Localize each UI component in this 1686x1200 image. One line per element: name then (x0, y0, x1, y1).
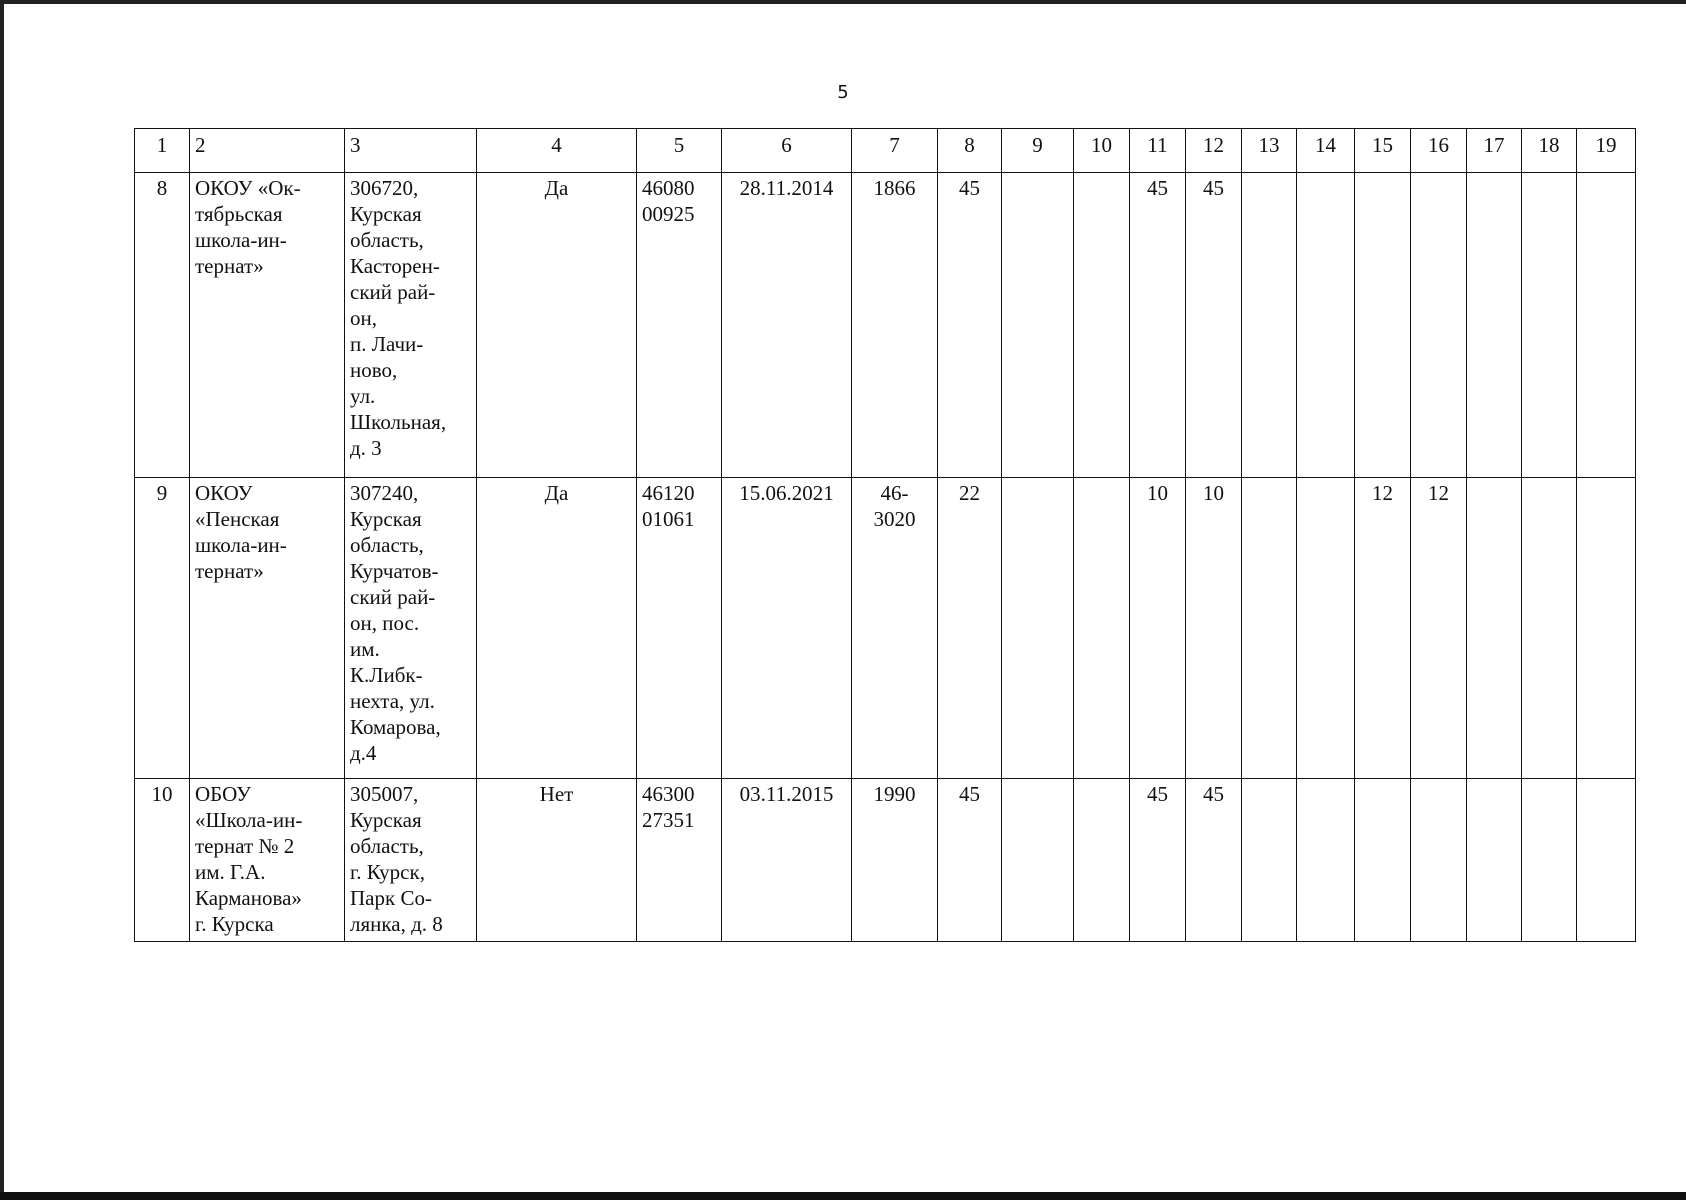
data-table (134, 128, 1636, 942)
table-cell (1411, 173, 1467, 478)
table-cell (1002, 779, 1074, 942)
scan-edge-top (0, 0, 1686, 4)
table-row (135, 173, 1636, 478)
table-cell: Да (477, 173, 637, 478)
table-cell (1467, 779, 1522, 942)
column-header: 1 (135, 129, 190, 173)
table-row (135, 779, 1636, 942)
table-cell: 46- 3020 (852, 478, 938, 779)
column-header: 17 (1467, 129, 1522, 173)
table-cell (1074, 779, 1130, 942)
table-row (135, 478, 1636, 779)
table-cell (1577, 173, 1636, 478)
table-cell (1074, 478, 1130, 779)
table-cell (1002, 173, 1074, 478)
table-cell (1297, 779, 1355, 942)
table-cell: 10 (135, 779, 190, 942)
table-cell: 305007, Курская область, г. Курск, Парк Со- лянка, д. 8 (345, 779, 477, 942)
column-header: 6 (722, 129, 852, 173)
table-cell: 46120 01061 (637, 478, 722, 779)
table-cell: 45 (1186, 173, 1242, 478)
table-cell: 15.06.2021 (722, 478, 852, 779)
column-header: 10 (1074, 129, 1130, 173)
column-header: 14 (1297, 129, 1355, 173)
table-cell: 8 (135, 173, 190, 478)
table-cell (1467, 478, 1522, 779)
table-cell (1577, 779, 1636, 942)
table-cell (1467, 173, 1522, 478)
table-cell: 22 (938, 478, 1002, 779)
table-cell (1002, 478, 1074, 779)
table-cell: 1866 (852, 173, 938, 478)
table-cell: ОКОУ «Пенская школа-ин- тернат» (190, 478, 345, 779)
table-cell: 10 (1186, 478, 1242, 779)
table-cell: 28.11.2014 (722, 173, 852, 478)
column-header: 7 (852, 129, 938, 173)
table-cell (1242, 779, 1297, 942)
table-cell (1074, 173, 1130, 478)
table-cell (1355, 779, 1411, 942)
table-cell: 45 (938, 173, 1002, 478)
table-cell: 12 (1355, 478, 1411, 779)
table-cell: 9 (135, 478, 190, 779)
table-cell: 45 (1130, 779, 1186, 942)
table-cell (1297, 173, 1355, 478)
column-header: 12 (1186, 129, 1242, 173)
column-header: 3 (345, 129, 477, 173)
table-cell: 45 (938, 779, 1002, 942)
table-cell (1411, 779, 1467, 942)
table-cell: ОБОУ «Школа-ин- тернат № 2 им. Г.А. Карманова» г. Курска (190, 779, 345, 942)
table-cell: 307240, Курская область, Курчатов- ский рай- он, пос. им. К.Либк- нехта, ул. Комарова, д.4 (345, 478, 477, 779)
column-header: 13 (1242, 129, 1297, 173)
column-header: 15 (1355, 129, 1411, 173)
table-cell: 46080 00925 (637, 173, 722, 478)
column-header: 8 (938, 129, 1002, 173)
column-header: 2 (190, 129, 345, 173)
column-header: 9 (1002, 129, 1074, 173)
table-cell: 03.11.2015 (722, 779, 852, 942)
table-cell: Да (477, 478, 637, 779)
table-cell: 45 (1130, 173, 1186, 478)
table-cell: 1990 (852, 779, 938, 942)
table-cell: 12 (1411, 478, 1467, 779)
table-header-row (135, 129, 1636, 173)
table-cell (1242, 173, 1297, 478)
column-header: 19 (1577, 129, 1636, 173)
table-cell: 45 (1186, 779, 1242, 942)
table-cell (1577, 478, 1636, 779)
column-header: 4 (477, 129, 637, 173)
table-cell: 306720, Курская область, Касторен- ский рай- он, п. Лачи- ново, ул. Школьная, д. 3 (345, 173, 477, 478)
table-cell: 46300 27351 (637, 779, 722, 942)
table-cell (1242, 478, 1297, 779)
table-cell: 10 (1130, 478, 1186, 779)
column-header: 11 (1130, 129, 1186, 173)
table-cell (1522, 173, 1577, 478)
column-header: 5 (637, 129, 722, 173)
scan-edge-left (0, 0, 4, 1200)
table-cell: Нет (477, 779, 637, 942)
table-cell: ОКОУ «Ок- тябрьская школа-ин- тернат» (190, 173, 345, 478)
table-cell (1522, 478, 1577, 779)
page-number: 5 (837, 82, 849, 103)
column-header: 16 (1411, 129, 1467, 173)
table-cell (1355, 173, 1411, 478)
table-cell (1522, 779, 1577, 942)
column-header: 18 (1522, 129, 1577, 173)
table-cell (1297, 478, 1355, 779)
scan-edge-bottom (0, 1192, 1686, 1200)
